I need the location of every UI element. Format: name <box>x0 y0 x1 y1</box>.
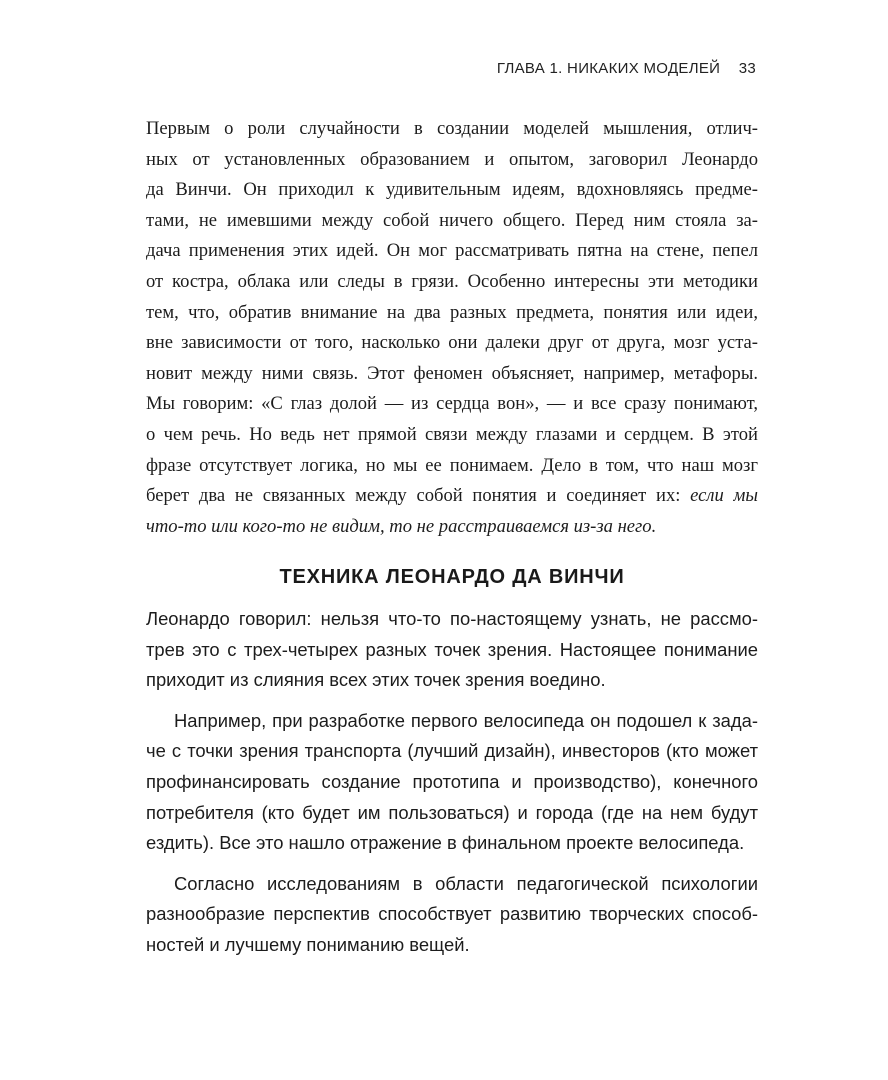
text-line: от костра, облака или следы в грязи. Особенно интересны эти методики <box>146 270 758 292</box>
text-line: о чем речь. Но ведь нет прямой связи между глазами и сердцем. В этой <box>146 423 758 445</box>
text-line: Согласно исследованиям в области педагогической психологии <box>174 872 758 894</box>
text-line: трев это с трех-четырех разных точек зрения. Настоящее понимание <box>146 638 758 660</box>
italic-text: что-то или кого-то не видим, то не расстраиваемся из-за него. <box>146 515 657 537</box>
text-line: разнообразие перспектив способствует развитию творческих способ- <box>146 903 758 925</box>
paragraph <box>146 706 758 859</box>
text-line: че с точки зрения транспорта (лучший дизайн), инвесторов (кто может <box>146 740 758 762</box>
intro-paragraph <box>146 114 758 542</box>
text-line: Мы говорим: «С глаз долой — из сердца вон», — и все сразу понимают, <box>146 393 758 415</box>
italic-text: если мы <box>690 485 759 507</box>
text-line: да Винчи. Он приходил к удивительным идеям, вдохновляясь предме- <box>146 179 758 201</box>
text-segment: берет два не связанных между собой понятия и соединяет их: <box>146 485 691 507</box>
text-line: дача применения этих идей. Он мог рассматривать пятна на стене, пепел <box>146 240 758 262</box>
text-line: Например, при разработке первого велосипеда он подошел к зада- <box>174 709 758 731</box>
text-line: новит между ними связь. Этот феномен объясняет, например, метафоры. <box>146 362 758 384</box>
text-line: фразе отсутствует логика, но мы ее понимаем. Дело в том, что наш мозг <box>146 454 758 476</box>
text-line: Леонардо говорил: нельзя что-то по-настоящему узнать, не рассмо- <box>146 608 758 629</box>
text-line: ностей и лучшему пониманию вещей. <box>146 933 470 955</box>
text-line: вне зависимости от того, насколько они далеки друг от друга, мозг уста- <box>146 332 758 354</box>
text-line <box>146 481 758 512</box>
text-line <box>146 512 758 543</box>
text-line: ездить). Все это нашло отражение в финальном проекте велосипеда. <box>146 832 745 854</box>
text-line: потребителя (кто будет им пользоваться) и города (где на нем будут <box>146 801 758 823</box>
text-line: тами, не имевшими между собой ничего общего. Перед ним стояла за- <box>146 209 758 231</box>
chapter-title: ГЛАВА 1. НИКАКИХ МОДЕЛЕЙ <box>496 60 721 77</box>
text-line: Первым о роли случайности в создании моделей мышления, отлич- <box>146 118 758 139</box>
text-line: ных от установленных образованием и опытом, заговорил Леонардо <box>146 148 758 170</box>
text-line: тем, что, обратив внимание на два разных предмета, понятия или идеи, <box>146 301 758 323</box>
page-number: 33 <box>738 60 756 77</box>
running-head <box>497 60 756 77</box>
section-body <box>146 604 758 971</box>
section-heading: ТЕХНИКА ЛЕОНАРДО ДА ВИНЧИ <box>279 566 625 588</box>
paragraph <box>146 604 758 696</box>
text-line: профинансировать создание прототипа и производство), конечного <box>146 770 758 792</box>
text-line: приходит из слияния всех этих точек зрения воедино. <box>146 669 606 691</box>
paragraph <box>146 869 758 961</box>
